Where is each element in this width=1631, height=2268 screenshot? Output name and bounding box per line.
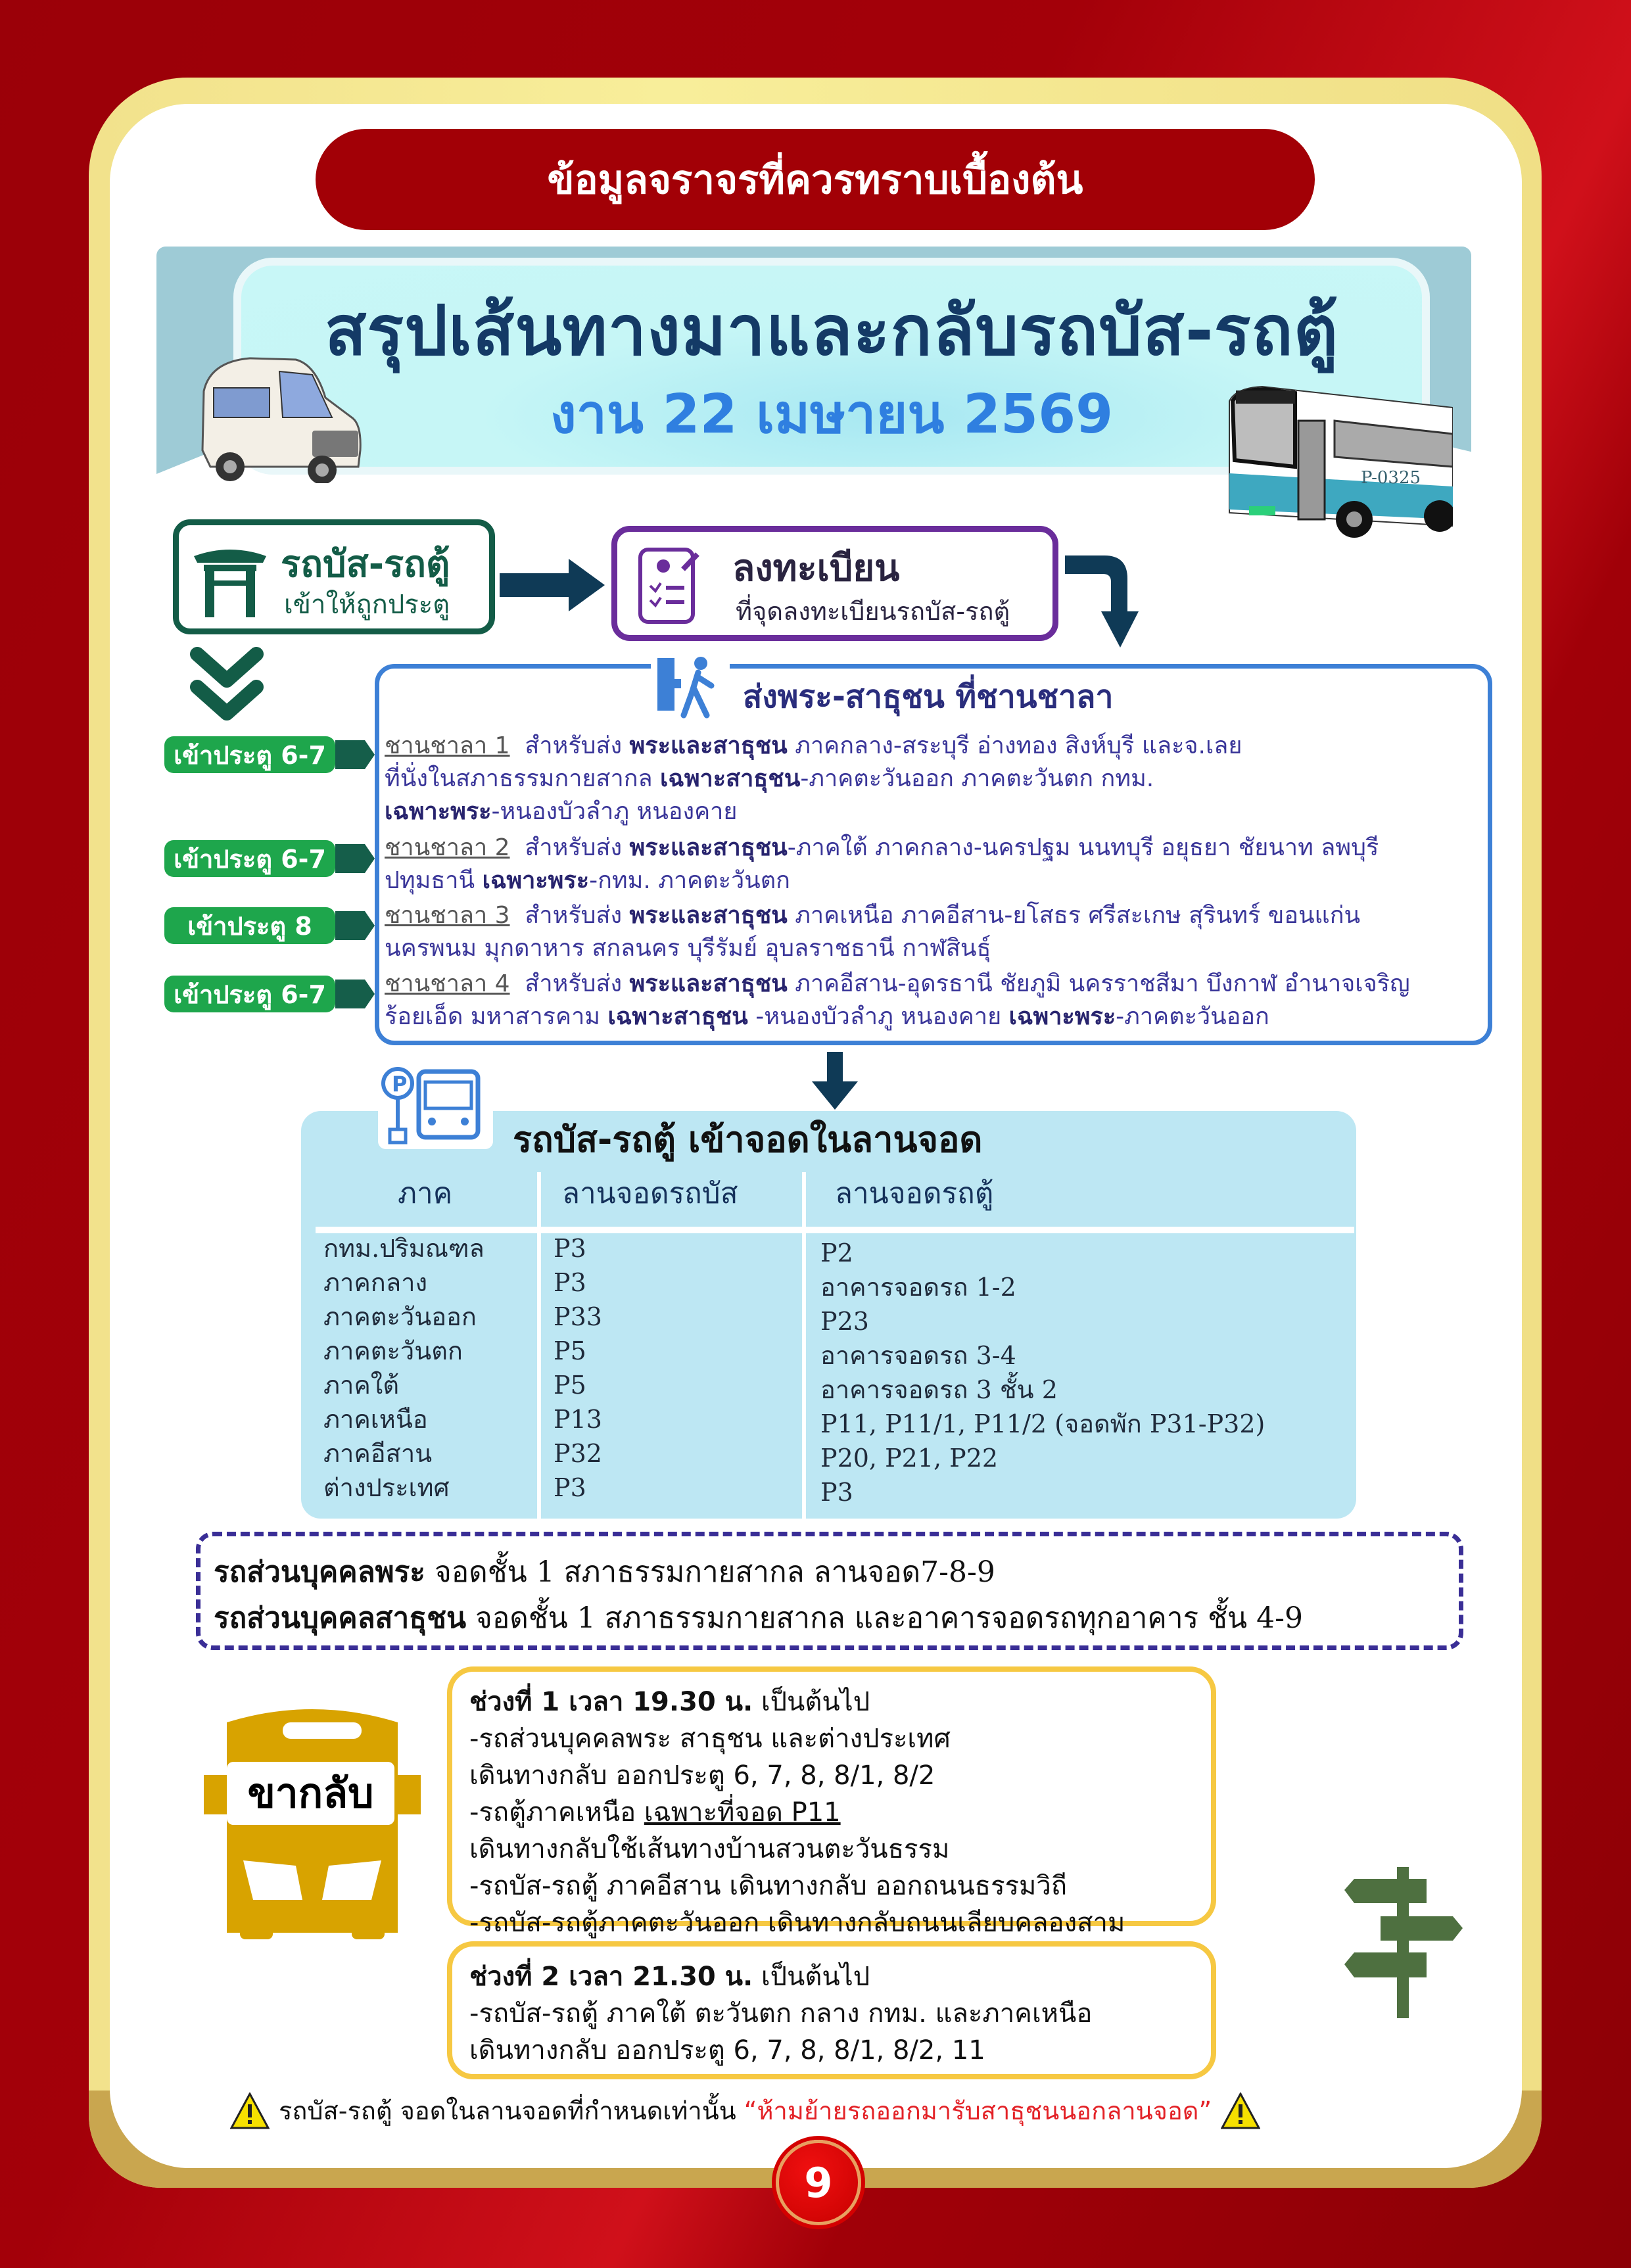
gate-icon bbox=[191, 540, 270, 619]
gate-badge: เข้าประตู 8 bbox=[164, 907, 335, 944]
table-cell: P32 bbox=[554, 1439, 602, 1468]
dropoff-title: ส่งพระ-สาธุชน ที่ชานชาลา bbox=[743, 678, 1114, 715]
gate-badge: เข้าประตู 6-7 bbox=[164, 840, 335, 877]
platform-4: ชานชาลา 4 สำหรับส่ง พระและสาธุชน ภาคอีสาน-อุดรธานี ชัยภูมิ นครราชสีมา บึงกาฬ อำนาจเจริญ ร้อยเอ็ด มหาสารคาม เฉพาะสาธุชน -หนองบัวลำภู หนองคาย เฉพาะพระ-ภาคตะวันออก bbox=[385, 970, 1410, 1030]
bus-icon bbox=[1203, 375, 1453, 552]
column-header-van-lot: ลานจอดรถตู้ bbox=[835, 1177, 994, 1210]
platform-2: ชานชาลา 2 สำหรับส่ง พระและสาธุชน-ภาคใต้ ภาคกลาง-นครปฐม นนทบุรี อยุธยา ชัยนาท ลพบุรี ปทุมธานี เฉพาะพระ-กทม. ภาคตะวันตก bbox=[385, 834, 1379, 894]
table-cell: P3 bbox=[554, 1473, 586, 1502]
table-cell: P3 bbox=[820, 1478, 853, 1507]
gate-arrow-icon bbox=[335, 844, 375, 873]
table-cell: P13 bbox=[554, 1405, 602, 1434]
register-box bbox=[611, 526, 1058, 641]
signpost-icon bbox=[1344, 1867, 1463, 2018]
return-period-1: ช่วงที่ 1 เวลา 19.30 น. เป็นต้นไป -รถส่วนบุคคลพระ สาธุชน และต่างประเทศ เดินทางกลับ ออกประตู 6, 7, 8, 8/1, 8/2 -รถตู้ภาคเหนือ เฉพาะที่จอด P11 เดินทางกลับใช้เส้นทางบ้านสวนตะวันธรรม -รถบัส-รถตู้ ภาคอีสาน เดินทางกลับ ออกถนนธรรมวิถี -รถบัส-รถตู้ภาคตะวันออก เดินทางกลับถนนเลียบคลองสาม bbox=[447, 1666, 1216, 1926]
platform-name: ชานชาลา 1 bbox=[385, 732, 510, 759]
page-header: ข้อมูลจราจรที่ควรทราบเบื้องต้น bbox=[316, 129, 1315, 230]
table-cell: ภาคตะวันออก bbox=[323, 1302, 477, 1331]
table-cell: P23 bbox=[820, 1307, 869, 1336]
svg-text:P: P bbox=[392, 1072, 408, 1097]
table-cell: P33 bbox=[554, 1302, 602, 1331]
warning-icon bbox=[230, 2092, 270, 2129]
arrow-down-icon bbox=[809, 1052, 861, 1111]
checklist-icon bbox=[637, 546, 703, 625]
van-lot-column bbox=[820, 1236, 1265, 1509]
warning-icon bbox=[1221, 2092, 1260, 2129]
table-cell: อาคารจอดรถ 3-4 bbox=[820, 1341, 1016, 1370]
gate-arrow-icon bbox=[335, 911, 375, 940]
table-cell: P3 bbox=[554, 1268, 586, 1297]
table-cell: กทม.ปริมณฑล bbox=[323, 1234, 485, 1263]
page-number: 9 bbox=[776, 2140, 861, 2225]
return-label: ขากลับ bbox=[227, 1762, 394, 1825]
table-cell: P5 bbox=[554, 1336, 586, 1365]
table-cell: ภาคเหนือ bbox=[323, 1405, 428, 1434]
register-subtitle: ที่จุดลงทะเบียนรถบัส-รถตู้ bbox=[736, 597, 1010, 626]
van-icon bbox=[191, 352, 368, 483]
parking-title: รถบัส-รถตู้ เข้าจอดในลานจอด bbox=[513, 1119, 983, 1160]
platform-name: ชานชาลา 4 bbox=[385, 970, 510, 997]
column-header-region: ภาค bbox=[398, 1177, 453, 1210]
table-cell: P5 bbox=[554, 1371, 586, 1400]
bus-parking-icon bbox=[378, 1064, 493, 1149]
bus-lot-column bbox=[554, 1231, 602, 1505]
table-cell: P11, P11/1, P11/2 (จอดพัก P31-P32) bbox=[820, 1409, 1265, 1438]
parking-warning: รถบัส-รถตู้ จอดในลานจอดที่กำหนดเท่านั้น “ห้ามย้ายรถออกมารับสาธุชนนอกลานจอด” bbox=[230, 2091, 1413, 2131]
private-car-monks: รถส่วนบุคคลพระ จอดชั้น 1 สภาธรรมกายสากล ลานจอด7-8-9 bbox=[214, 1555, 995, 1589]
gate-badge: เข้าประตู 6-7 bbox=[164, 976, 335, 1012]
gate-arrow-icon bbox=[335, 980, 375, 1008]
table-cell: ภาคใต้ bbox=[323, 1371, 400, 1400]
private-car-laypeople: รถส่วนบุคคลสาธุชน จอดชั้น 1 สภาธรรมกายสากล และอาคารจอดรถทุกอาคาร ชั้น 4-9 bbox=[214, 1601, 1303, 1635]
gate-badge: เข้าประตู 6-7 bbox=[164, 736, 335, 773]
platform-3: ชานชาลา 3 สำหรับส่ง พระและสาธุชน ภาคเหนือ ภาคอีสาน-ยโสธร ศรีสะเกษ สุรินทร์ ขอนแก่น นครพนม มุกดาหาร สกลนคร บุรีรัมย์ อุบลราชธานี กาฬสินธุ์ bbox=[385, 902, 1361, 962]
bus-plate: P-0325 bbox=[1361, 468, 1421, 488]
column-header-bus-lot: ลานจอดรถบัส bbox=[562, 1177, 738, 1210]
region-column bbox=[323, 1231, 485, 1505]
passenger-walk-icon bbox=[651, 653, 730, 719]
register-title: ลงทะเบียน bbox=[732, 547, 900, 590]
hero-date: งาน 22 เมษายน 2569 bbox=[550, 383, 1114, 446]
platform-name: ชานชาลา 2 bbox=[385, 834, 510, 861]
table-column-divider bbox=[537, 1172, 541, 1519]
table-cell: ภาคกลาง bbox=[323, 1268, 427, 1297]
table-cell: P20, P21, P22 bbox=[820, 1444, 999, 1473]
table-cell: P2 bbox=[820, 1239, 853, 1267]
arrow-right-icon bbox=[500, 559, 605, 611]
platform-1: ชานชาลา 1 สำหรับส่ง พระและสาธุชน ภาคกลาง-สระบุรี อ่างทอง สิงห์บุรี และจ.เลย ที่นั่งในสภาธรรมกายสากล เฉพาะสาธุชน-ภาคตะวันออก ภาคตะวันตก กทม. เฉพาะพระ-หนองบัวลำภู หนองคาย bbox=[385, 732, 1242, 825]
arrow-bend-down-icon bbox=[1065, 549, 1164, 654]
double-chevron-down-icon bbox=[187, 644, 266, 726]
table-cell: ต่างประเทศ bbox=[323, 1473, 450, 1502]
table-cell: ภาคอีสาน bbox=[323, 1439, 433, 1468]
table-cell: ภาคตะวันตก bbox=[323, 1336, 463, 1365]
hero-title: สรุปเส้นทางมาและกลับรถบัส-รถตู้ bbox=[324, 291, 1339, 371]
entry-box bbox=[173, 519, 495, 634]
table-cell: อาคารจอดรถ 3 ชั้น 2 bbox=[820, 1375, 1058, 1404]
gate-arrow-icon bbox=[335, 740, 375, 769]
return-period-2: ช่วงที่ 2 เวลา 21.30 น. เป็นต้นไป -รถบัส-รถตู้ ภาคใต้ ตะวันตก กลาง กทม. และภาคเหนือ เดินทางกลับ ออกประตู 6, 7, 8, 8/1, 8/2, 11 bbox=[447, 1941, 1216, 2079]
private-cars-box bbox=[196, 1532, 1463, 1650]
table-column-divider bbox=[802, 1172, 806, 1519]
entry-subtitle: เข้าให้ถูกประตู bbox=[284, 590, 450, 620]
table-cell: P3 bbox=[554, 1234, 586, 1263]
entry-title: รถบัส-รถตู้ bbox=[281, 543, 450, 586]
platform-name: ชานชาลา 3 bbox=[385, 902, 510, 929]
table-cell: อาคารจอดรถ 1-2 bbox=[820, 1273, 1016, 1302]
